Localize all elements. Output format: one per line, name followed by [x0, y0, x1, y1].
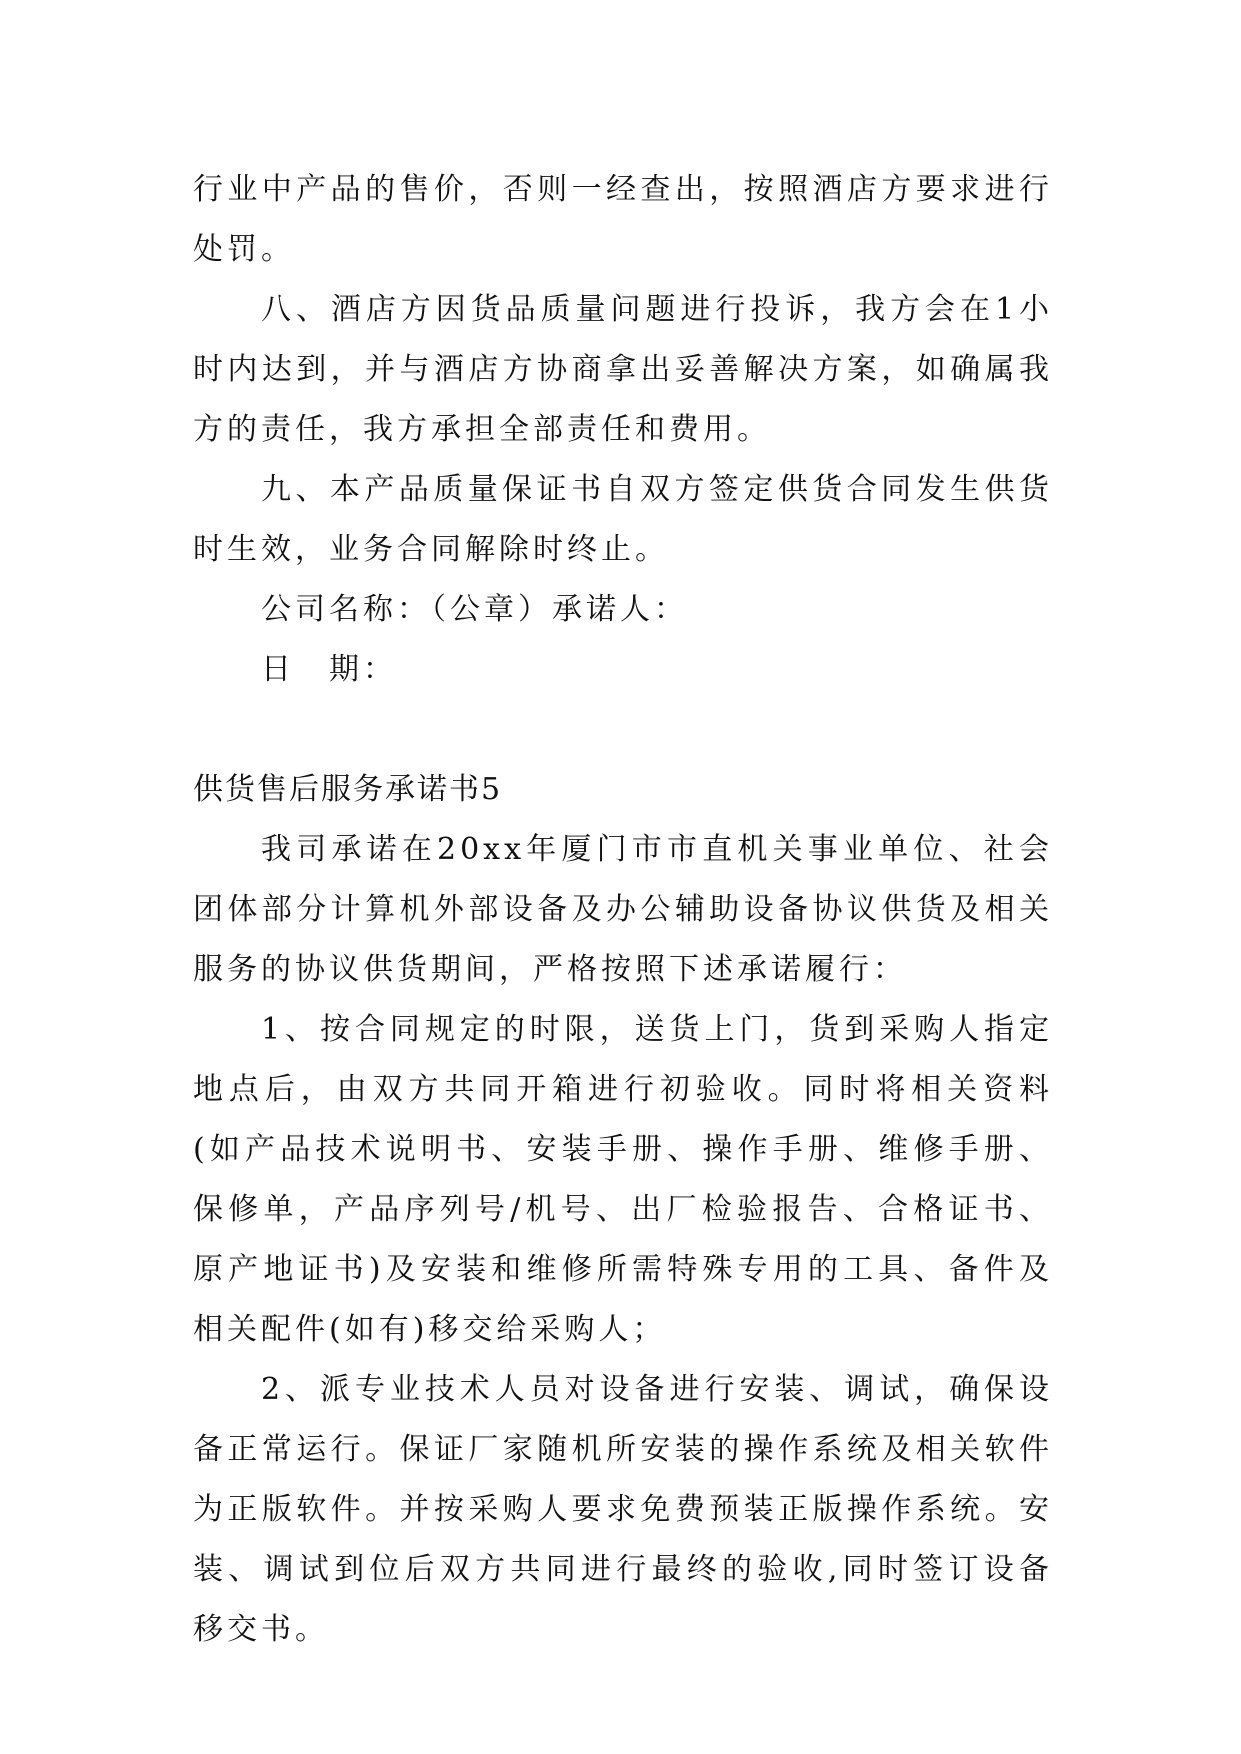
- paragraph-item-9: 九、本产品质量保证书自双方签定供货合同发生供货时生效，业务合同解除时终止。: [193, 472, 1053, 567]
- company-name-line: 公司名称：（公章）承诺人：: [261, 592, 688, 627]
- paragraph-item-8: 八、酒店方因货品质量问题进行投诉，我方会在1小时内达到，并与酒店方协商拿出妥善解决方案，如确属我方的责任，我方承担全部责任和费用。: [193, 292, 1053, 447]
- paragraph-penalty: 行业中产品的售价，否则一经查出，按照酒店方要求进行处罚。: [193, 172, 1053, 267]
- paragraph-item-2: 2、派专业技术人员对设备进行安装、调试，确保设备正常运行。保证厂家随机所安装的操作系统及相关软件为正版软件。并按采购人要求免费预装正版操作系统。安装、调试到位后双方共同进行最终的验收,同时签订设备移交书。: [193, 1372, 1053, 1647]
- section-title: 供货售后服务承诺书5: [193, 772, 503, 807]
- document-page: [193, 160, 1053, 1660]
- date-line: 日 期：: [261, 652, 397, 687]
- paragraph-item-1: 1、按合同规定的时限，送货上门，货到采购人指定地点后，由双方共同开箱进行初验收。同时将相关资料(如产品技术说明书、安装手册、操作手册、维修手册、保修单，产品序列号/机号、出厂检验报告、合格证书、原产地证书)及安装和维修所需特殊专用的工具、备件及相关配件(如有)移交给采购人；: [193, 1012, 1053, 1347]
- section-spacer: [193, 700, 1053, 760]
- paragraph-commitment-intro: 我司承诺在20xx年厦门市市直机关事业单位、社会团体部分计算机外部设备及办公辅助设备协议供货及相关服务的协议供货期间，严格按照下述承诺履行：: [193, 832, 1053, 987]
